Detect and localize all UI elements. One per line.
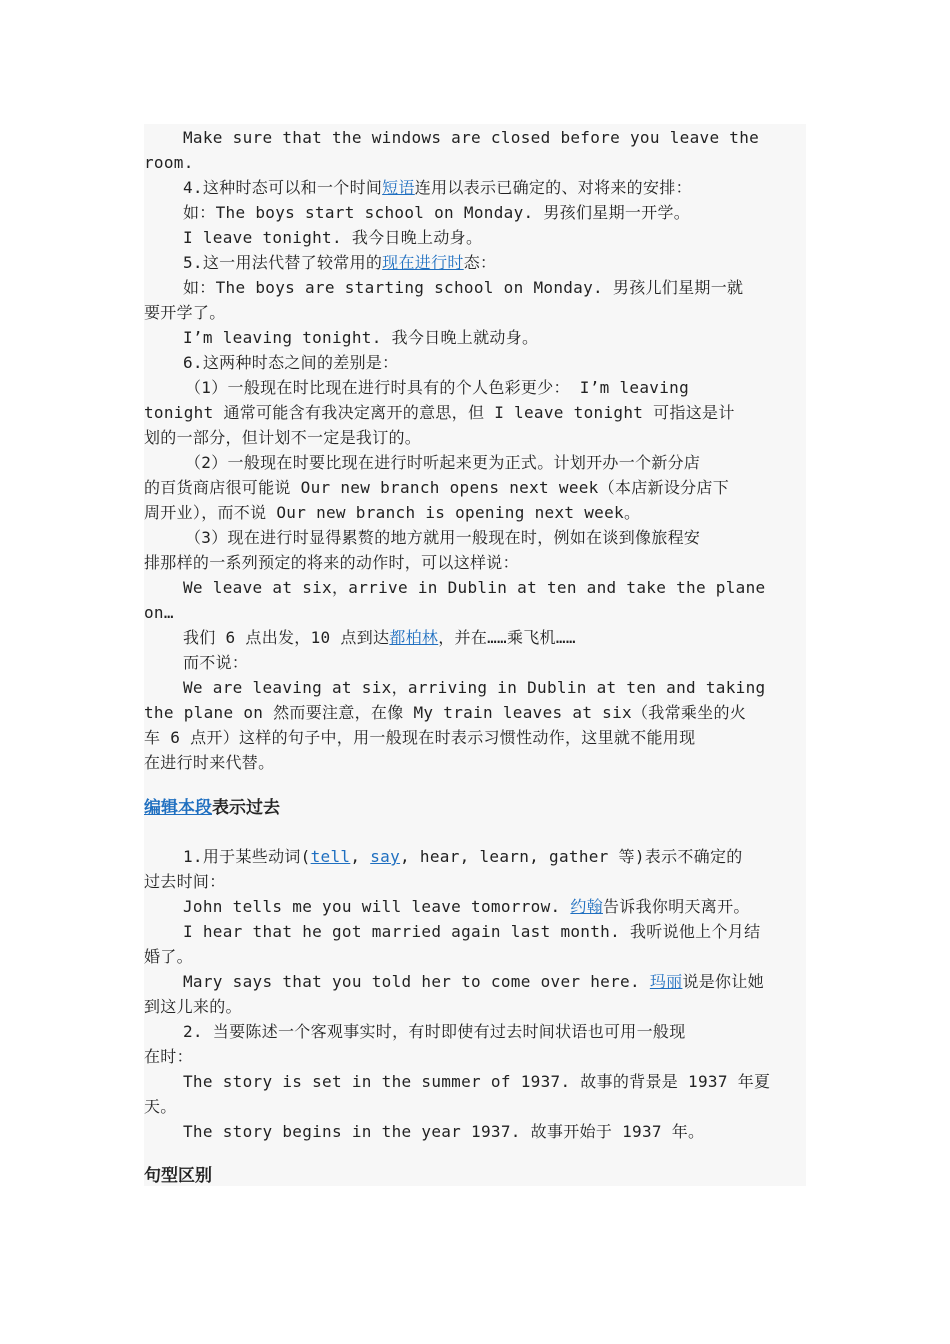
text-line: 划的一部分，但计划不一定是我订的。: [144, 428, 422, 447]
link-dublin[interactable]: 都柏林: [389, 628, 439, 647]
text-line: [144, 970, 845, 994]
link-say[interactable]: say: [370, 847, 401, 866]
text-line: （2）一般现在时要比现在进行时听起来更为正式。计划开办一个新分店: [185, 453, 701, 472]
section-heading: [144, 795, 280, 821]
text-line: 天。: [144, 1097, 177, 1116]
text-line: 周开业），而不说 Our new branch is opening next week。: [144, 503, 641, 522]
heading-text: 表示过去: [212, 798, 280, 818]
text-line: 如：The boys are starting school on Monday. 男孩儿们星期一就: [183, 278, 744, 297]
edit-section-link[interactable]: 编辑本段: [144, 798, 212, 818]
text-span: , hear, learn, gather 等)表示不确定的: [400, 847, 743, 866]
link-phrase[interactable]: 短语: [382, 178, 415, 197]
text-line: The story is set in the summer of 1937. 故事的背景是 1937 年夏: [183, 1072, 771, 1091]
link-mary[interactable]: 玛丽: [649, 972, 683, 991]
text-span: 4.这种时态可以和一个时间: [183, 178, 383, 197]
text-line: I leave tonight. 我今日晚上动身。: [183, 228, 483, 247]
text-span: John tells me you will leave tomorrow.: [183, 897, 571, 916]
text-line: The story begins in the year 1937. 故事开始于 1937 年。: [183, 1122, 705, 1141]
text-line: We leave at six，arrive in Dublin at ten and take the plane: [183, 578, 766, 597]
text-line: tonight 通常可能含有我决定离开的意思，但 I leave tonight 可指这是计: [144, 403, 735, 422]
text-line: room.: [144, 153, 194, 172]
section-heading: 句型区别: [144, 1166, 212, 1186]
text-line: 如：The boys start school on Monday. 男孩们星期一开学。: [183, 203, 691, 222]
link-present-progressive[interactable]: 现在进行时: [382, 253, 464, 272]
text-line: 在时：: [144, 1047, 193, 1066]
text-line: 婚了。: [144, 947, 193, 966]
text-line: 的百货商店很可能说 Our new branch opens next week（本店新设分店下: [144, 478, 730, 497]
text-span: 态：: [463, 253, 497, 272]
text-line: （1）一般现在时比现在进行时具有的个人色彩更少： I’m leaving: [185, 378, 690, 397]
text-line: Make sure that the windows are closed before you leave the: [183, 128, 760, 147]
text-line: 要开学了。: [144, 303, 226, 322]
text-span: ,: [350, 847, 371, 866]
text-span: 5.这一用法代替了较常用的: [183, 253, 383, 272]
text-line: [144, 895, 845, 919]
text-line: 车 6 点开）这样的句子中，用一般现在时表示习惯性动作，这里就不能用现: [144, 728, 696, 747]
link-john[interactable]: 约翰: [570, 897, 603, 916]
text-span: Mary says that you told her to come over here.: [183, 972, 650, 991]
text-line: on…: [144, 603, 174, 622]
text-span: 连用以表示已确定的、对将来的安排：: [414, 178, 692, 197]
text-line: 过去时间：: [144, 872, 226, 891]
text-span: 我们 6 点出发，10 点到达: [183, 628, 390, 647]
text-line: [144, 251, 845, 275]
link-tell[interactable]: tell: [310, 847, 351, 866]
text-line: the plane on 然而要注意，在像 My train leaves at six（我常乘坐的火: [144, 703, 747, 722]
text-span: 1.用于某些动词(: [183, 847, 311, 866]
text-line: 到这儿来的。: [144, 997, 242, 1016]
text-line: 而不说：: [183, 653, 249, 672]
text-span: ，并在……乘飞机……: [438, 628, 576, 647]
text-span: 告诉我你明天离开。: [603, 897, 750, 916]
text-line: （3）现在进行时显得累赘的地方就用一般现在时，例如在谈到像旅程安: [185, 528, 701, 547]
text-line: 6.这两种时态之间的差别是：: [183, 353, 399, 372]
text-line: [144, 176, 845, 200]
text-line: 在进行时来代替。: [144, 753, 275, 772]
text-line: 排那样的一系列预定的将来的动作时，可以这样说：: [144, 553, 519, 572]
text-line: 2. 当要陈述一个客观事实时，有时即使有过去时间状语也可用一般现: [183, 1022, 686, 1041]
text-line: [144, 626, 845, 650]
text-line: I’m leaving tonight. 我今日晚上就动身。: [183, 328, 539, 347]
text-line: I hear that he got married again last month. 我听说他上个月结: [183, 922, 761, 941]
text-line: We are leaving at six，arriving in Dublin at ten and taking: [183, 678, 766, 697]
text-line: [144, 845, 845, 869]
text-span: 说是你让她: [682, 972, 764, 991]
